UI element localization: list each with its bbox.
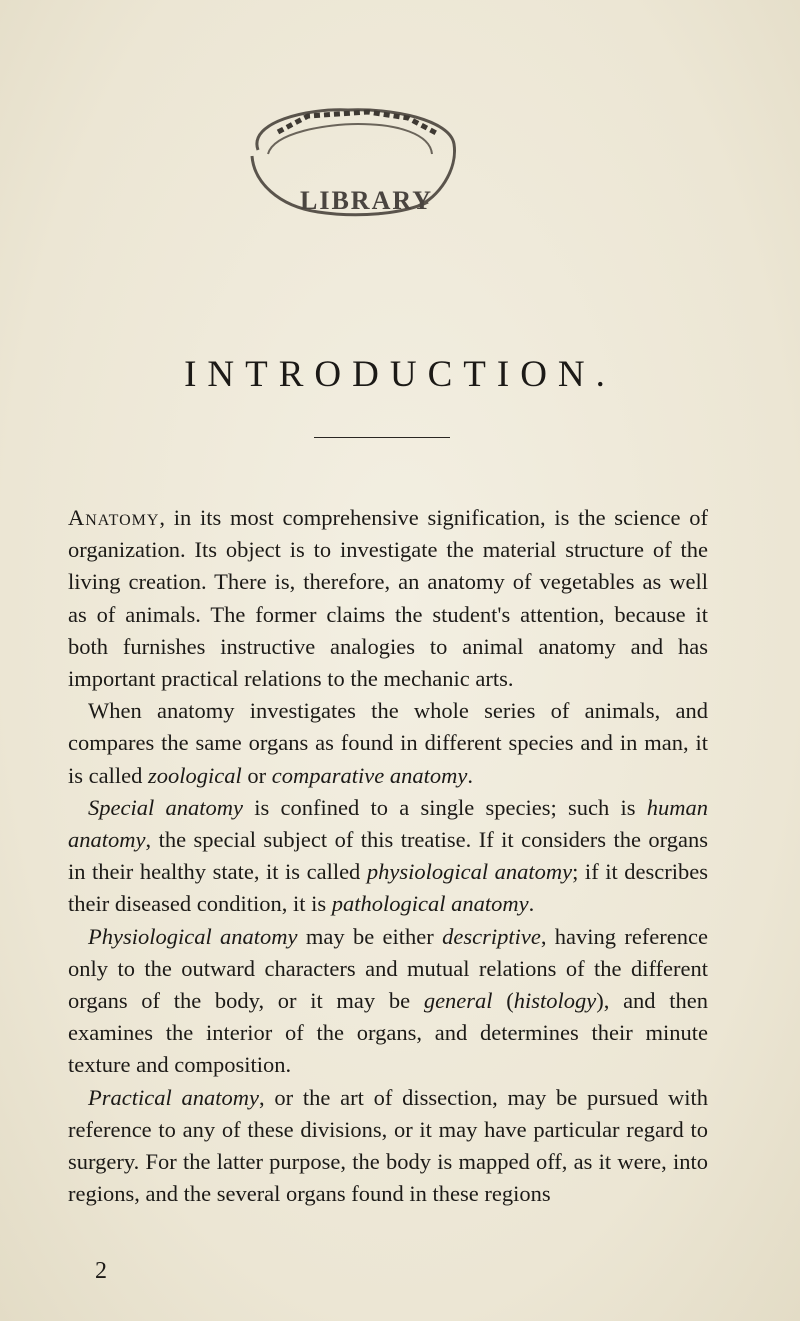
paragraph: Physiological anatomy may be either descriptive, having reference only to the outward characters and mutual relations of the different organs of the body, or it may be general (histology), and then examines the interior of the organs, and determines their minute texture and composition. xyxy=(68,923,709,1078)
title-divider xyxy=(314,437,450,438)
paragraph: Special anatomy is confined to a single species; such is human anatomy, the special subject of this treatise. If it considers the organs in their healthy state, it is called physiological anatomy; if it describes their diseased condition, it is pathological anatomy. xyxy=(68,794,709,917)
paragraph: Anatomy, in its most comprehensive signification, is the science of organization. Its object is to investigate the material structure of the living creation. There is, therefore, an anatomy of vegetables as well as of animals. The former claims the student's attention, because it both furnishes instructive analogies to animal anatomy and has important practical relations to the mechanic arts. xyxy=(68,505,708,692)
lead-word: Anatomy xyxy=(68,505,160,530)
body-text xyxy=(68,502,708,1210)
stamp-label: LIBRARY xyxy=(300,186,433,215)
paragraph: When anatomy investigates the whole series of animals, and compares the same organs as found in different species and in man, it is called zoological or comparative anatomy. xyxy=(68,698,708,788)
page-number: 2 xyxy=(95,1258,107,1284)
paragraph: Practical anatomy, or the art of dissection, may be pursued with reference to any of these divisions, or it may have particular regard to surgery. For the latter purpose, the body is mapped off, as it were, into regions, and the several organs found in these regions xyxy=(68,1084,709,1207)
chapter-title: INTRODUCTION. xyxy=(184,353,616,395)
